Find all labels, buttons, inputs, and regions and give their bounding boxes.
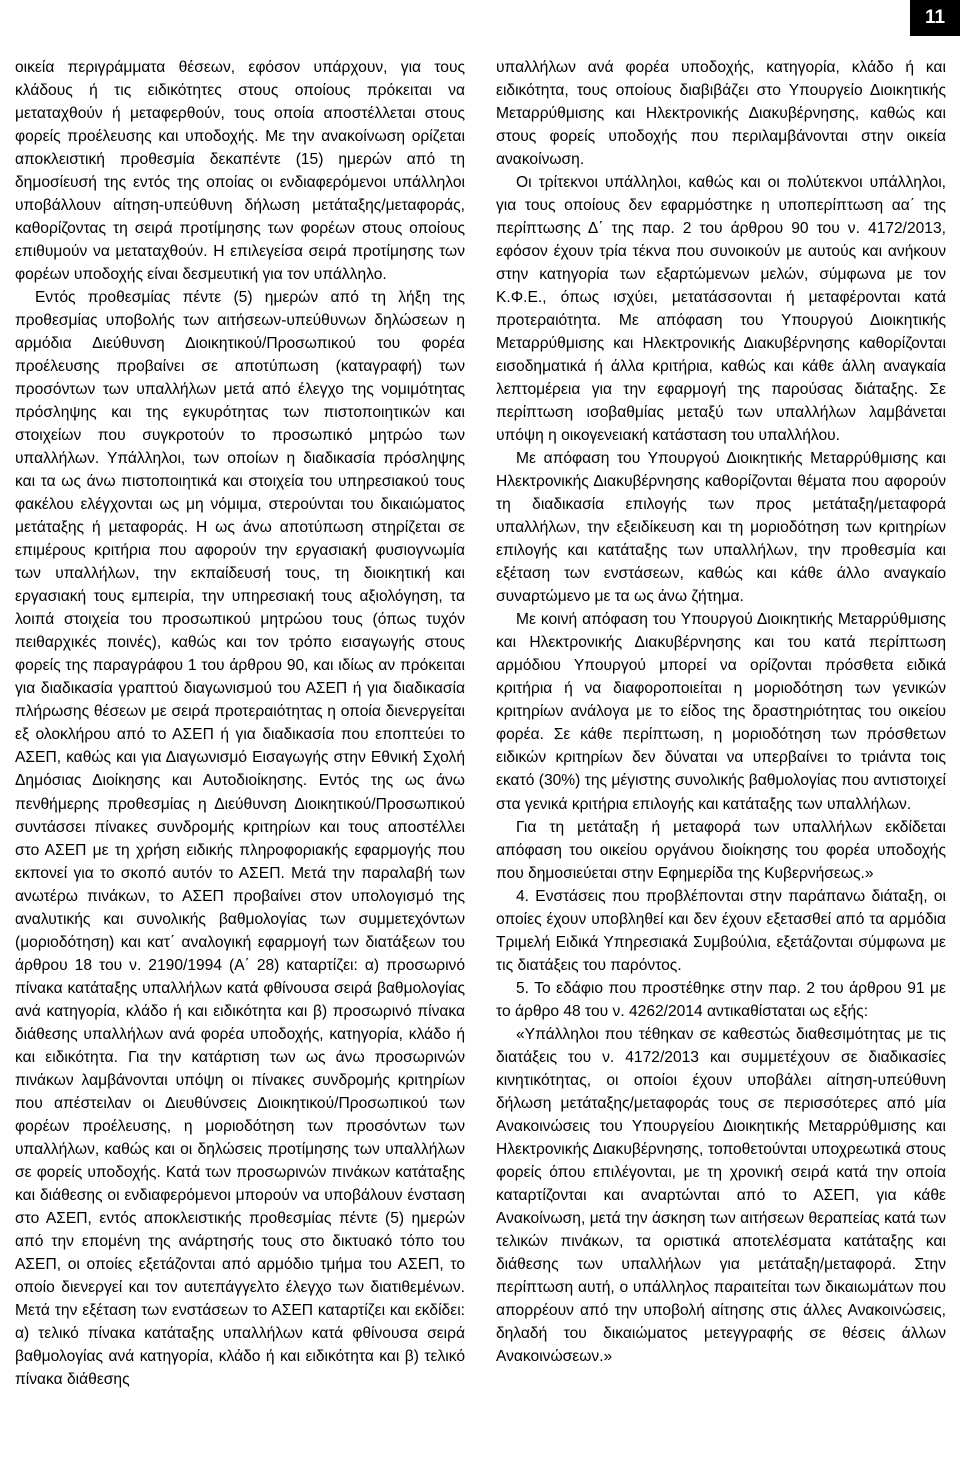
right-paragraph-4: Με κοινή απόφαση του Υπουργού Διοικητικής Μεταρρύθμισης και Ηλεκτρονικής Διακυβέρνησης και του κατά περίπτωση αρμόδιου Υπουργού μπορεί να ορίζονται πρόσθετα ειδικά κριτήρια ή να διαφοροποιείται η μοριοδότηση των γενικών κριτηρίων ανάλογα με το είδος της δραστηριότητας του οικείου φορέα. Σε κάθε περίπτωση, η μοριοδότηση των πρόσθετων ειδικών κριτηρίων δεν δύναται να υπερβαίνει το τριάντα τοις εκατό (30%) της μέγιστης συνολικής βαθμολογίας που αντιστοιχεί στα γενικά κριτήρια επιλογής και κατάταξης των υπαλλήλων. — [496, 611, 946, 813]
left-paragraph-1: οικεία περιγράμματα θέσεων, εφόσον υπάρχουν, για τους κλάδους ή τις ειδικότητες στους οποίους πρόκειται να μεταταχθούν ή μεταφερθούν, τους οποία αποστέλλεται στους φορείς προέλευσης και υποδοχής. Με την ανακοίνωση ορίζεται αποκλειστική προθεσμία δεκαπέντε (15) ημερών από τη δημοσίευσή της εντός της οποίας οι ενδιαφερόμενοι υπάλληλοι υποβάλλουν αίτηση-υπεύθυνη δήλωση μετάταξης/μεταφοράς, καθορίζοντας τη σειρά προτίμησης των φορέων στους οποίους επιθυμούν να μεταταχθούν. Η επιλεγείσα σειρά προτίμησης των φορέων υποδοχής είναι δεσμευτική για τον υπάλληλο. — [15, 59, 465, 284]
right-paragraph-6: 4. Ενστάσεις που προβλέπονται στην παράπανω διάταξη, οι οποίες έχουν υποβληθεί και δεν έχουν εξετασθεί από τα αρμόδια Τριμελή Ειδικά Υπηρεσιακά Συμβούλια, εξετάζονται σύμφωνα με τις διατάξεις του παρόντος. — [496, 887, 946, 974]
page-number: 11 — [910, 0, 960, 36]
right-column — [496, 56, 946, 1368]
right-paragraph-8: «Υπάλληλοι που τέθηκαν σε καθεστώς διαθεσιμότητας με τις διατάξεις του ν. 4172/2013 και συμμετέχουν σε διαδικασίες κινητικότητας, οι οποίοι έχουν υποβάλει αίτηση-υπεύθυνη δήλωση μετάταξης/μεταφοράς τους σε περισσότερες από μία Ανακοινώσεις του Υπουργείου Διοικητικής Μεταρρύθμισης και Ηλεκτρονικής Διακυβέρνησης, τοποθετούνται υποχρεωτικά στους φορείς όπου επιλέγονται, με τη χρονική σειρά κατά την οποία καταρτίζονται και αναρτώνται από το ΑΣΕΠ, για κάθε Ανακοίνωση, μετά την άσκηση των αιτήσεων θεραπείας κατά των τελικών πινάκων, τα οριστικά αποτελέσματα κατάταξης και διάθεσης των υπαλλήλων για μετάταξη/μεταφορά. Στην περίπτωση αυτή, ο υπάλληλος παραιτείται των δικαιωμάτων που απορρέουν από την υποβολή αίτησης στις άλλες Ανακοινώσεις, δηλαδή του δικαιώματος μετεγγραφής σε θέσεις άλλων Ανακοινώσεων.» — [496, 1025, 946, 1365]
right-paragraph-1: υπαλλήλων ανά φορέα υποδοχής, κατηγορία, κλάδο ή και ειδικότητα, τους οποίους διαβιβάζει στο Υπουργείο Διοικητικής Μεταρρύθμισης και Ηλεκτρονικής Διακυβέρνησης, καθώς και στους φορείς υποδοχής που περιλαμβάνονται στην οικεία ανακοίνωση. — [496, 59, 946, 169]
right-paragraph-2: Οι τρίτεκνοι υπάλληλοι, καθώς και οι πολύτεκνοι υπάλληλοι, για τους οποίους δεν εφαρμόστηκε η υποπερίπτωση αα΄ της περίπτωσης Δ΄ της παρ. 2 του άρθρου 90 του ν. 4172/2013, εφόσον έχουν τρία τέκνα που συνοικούν με αυτούς και ανήκουν στην κατηγορία των εξαρτώμενων μελών, σύμφωνα με τον Κ.Φ.Ε., όπως ισχύει, μετατάσσονται ή μεταφέρονται κατά προτεραιότητα. Με απόφαση του Υπουργού Διοικητικής Μεταρρύθμισης και Ηλεκτρονικής Διακυβέρνησης καθορίζονται εισοδηματικά ή άλλα κριτήρια, καθώς και κάθε άλλη αναγκαία λεπτομέρεια για την εφαρμογή της παρούσας διάταξης. Σε περίπτωση ισοβαθμίας μεταξύ των υπαλλήλων λαμβάνεται υπόψη η οικογενειακή κατάσταση του υπαλλήλου. — [496, 174, 946, 445]
right-paragraph-3: Με απόφαση του Υπουργού Διοικητικής Μεταρρύθμισης και Ηλεκτρονικής Διακυβέρνησης καθορίζονται θέματα που αφορούν τη διαδικασία επιλογής των προς μετάταξη/μεταφορά υπαλλήλων, την εξειδίκευση και τη μοριοδότηση των κριτηρίων επιλογής και κατάταξης των υπαλλήλων, την προθεσμία και εξέταση των ενστάσεων, καθώς και κάθε άλλο αναγκαίο συναρτώμενο με τα ως άνω ζήτημα. — [496, 450, 946, 606]
right-paragraph-7: 5. Το εδάφιο που προστέθηκε στην παρ. 2 του άρθρου 91 με το άρθρο 48 του ν. 4262/2014 αντικαθίσταται ως εξής: — [496, 979, 946, 1020]
right-paragraph-5: Για τη μετάταξη ή μεταφορά των υπαλλήλων εκδίδεται απόφαση του οικείου οργάνου διοίκησης του φορέα υποδοχής που δημοσιεύεται στην Εφημερίδα της Κυβερνήσεως.» — [496, 818, 946, 882]
left-column — [15, 56, 465, 1391]
left-paragraph-2: Εντός προθεσμίας πέντε (5) ημερών από τη λήξη της προθεσμίας υποβολής των αιτήσεων-υπεύθυνων δηλώσεων η αρμόδια Διεύθυνση Διοικητικού/Προσωπικού του φορέα προέλευσης προβαίνει σε αποτύπωση (καταγραφή) των προσόντων των υπαλλήλων μετά από έλεγχο της νομιμότητας πρόσληψης και της εγκυρότητας των πιστοποιητικών και στοιχείων που συγκροτούν το προσωπικό μητρώο των υπαλλήλων. Υπάλληλοι, των οποίων η διαδικασία πρόσληψης και τα ως άνω πιστοποιητικά και στοιχεία του υπηρεσιακού τους φακέλου ελέγχονται ως μη νόμιμα, στερούνται του δικαιώματος μετάταξης ή μεταφοράς. Η ως άνω αποτύπωση στηρίζεται σε επιμέρους κριτήρια που αφορούν την εργασιακή φυσιογνωμία των υπαλλήλων, την εκπαίδευσή τους, τη διοικητική και εργασιακή τους εμπειρία, την υπηρεσιακή τους αξιολόγηση, τα λοιπά στοιχεία του προσωπικού μητρώου τους (όπως τυχόν πειθαρχικές ποινές), καθώς και τον τρόπο εισαγωγής στους φορείς της παραγράφου 1 του άρθρου 90, και ιδίως αν πρόκειται για διαδικασία γραπτού διαγωνισμού του ΑΣΕΠ ή για διαδικασία πλήρωσης θέσεων με σειρά προτεραιότητας η οποία διενεργείται εξ ολοκλήρου από το ΑΣΕΠ ή για διαδικασία που εποπτεύει το ΑΣΕΠ, καθώς και για Διαγωνισμό Εισαγωγής στην Εθνική Σχολή Δημόσιας Διοίκησης και Αυτοδιοίκησης. Εντός της ως άνω πενθήμερης προθεσμίας η Διεύθυνση Διοικητικού/Προσωπικού συντάσσει πίνακες συνδρομής κριτηρίων και τους αποστέλλει στο ΑΣΕΠ με τη χρήση ειδικής πληροφοριακής εφαρμογής που εκπονεί για το σκοπό αυτόν το ΑΣΕΠ. Μετά την παραλαβή των ανωτέρω πινάκων, το ΑΣΕΠ προβαίνει στον υπολογισμό της αναλυτικής και συνολικής βαθμολογίας των συμμετεχόντων (μοριοδότηση) και κατ΄ αναλογική εφαρμογή των διατάξεων του άρθρου 18 του ν. 2190/1994 (Α΄ 28) καταρτίζει: α) προσωρινό πίνακα κατάταξης υπαλλήλων κατά φθίνουσα σειρά βαθμολογίας ανά κατηγορία, κλάδο ή και ειδικότητα και β) προσωρινό πίνακα διάθεσης υπαλλήλων ανά φορέα υποδοχής, κατηγορία, κλάδο ή και ειδικότητα. Για την κατάρτιση των ως άνω προσωρινών πινάκων λαμβάνονται υπόψη οι πίνακες συνδρομής κριτηρίων που απέστειλαν οι Διευθύνσεις Διοικητικού/Προσωπικού των φορέων προέλευσης, η μοριοδότηση των προσόντων των υπαλλήλων, καθώς και οι δηλώσεις προτίμησης των υπαλλήλων σε φορείς υποδοχής. Κατά των προσωρινών πινάκων κατάταξης και διάθεσης οι ενδιαφερόμενοι μπορούν να υποβάλουν ένσταση στο ΑΣΕΠ, εντός αποκλειστικής προθεσμίας πέντε (5) ημερών από την επομένη της ανάρτησής τους στο δικτυακό τόπο του ΑΣΕΠ, οι οποίες εξετάζονται από αρμόδιο τμήμα του ΑΣΕΠ, το οποίο διενεργεί και τον αυτεπάγγελτο έλεγχο των διατιθεμένων. Μετά την εξέταση των ενστάσεων το ΑΣΕΠ καταρτίζει και εκδίδει: α) τελικό πίνακα κατάταξης υπαλλήλων κατά φθίνουσα σειρά βαθμολογίας ανά κατηγορία, κλάδο ή και ειδικότητα και β) τελικό πίνακα διάθεσης — [15, 289, 465, 1388]
